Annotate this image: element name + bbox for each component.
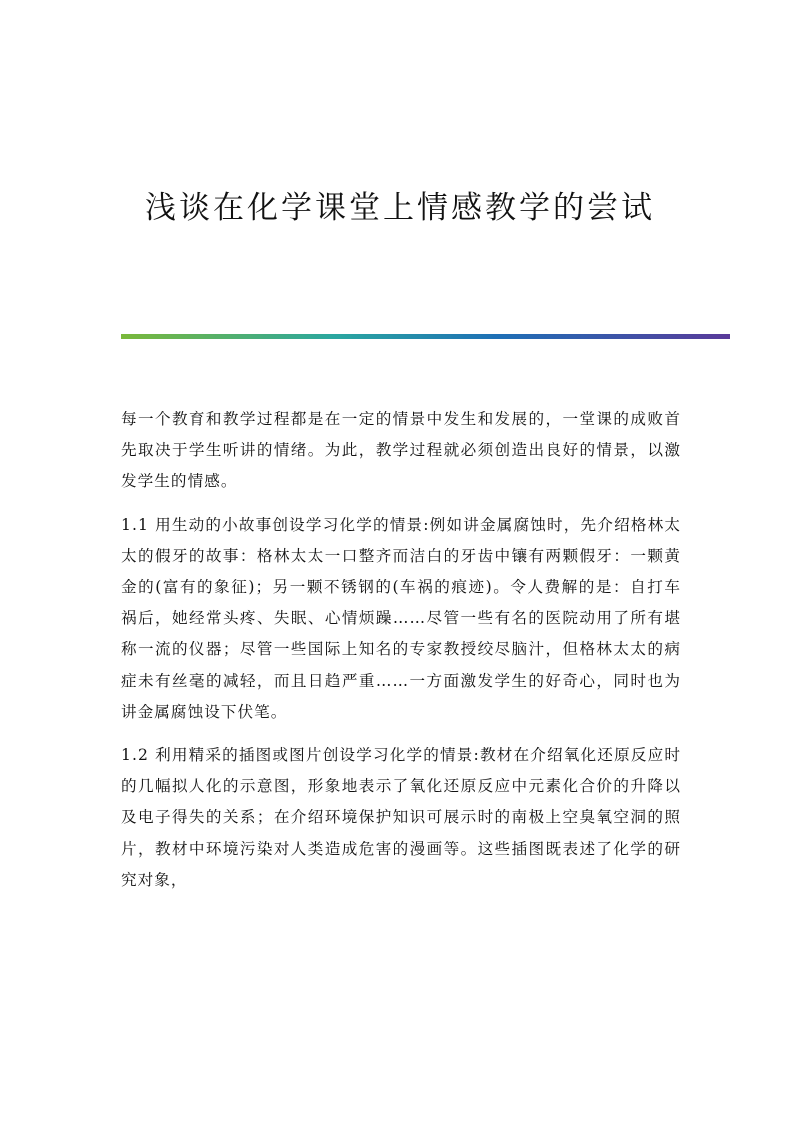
title-divider (121, 334, 730, 339)
paragraph-section-1-1: 1.1 用生动的小故事创设学习化学的情景:例如讲金属腐蚀时，先介绍格林太太的假牙的故事：格林太太一口整齐而洁白的牙齿中镶有两颗假牙：一颗黄金的(富有的象征)；另一颗不锈钢的(车祸的痕迹)。令人费解的是：自打车祸后，她经常头疼、失眠、心情烦躁……尽管一些有名的医院动用了所有堪称一流的仪器；尽管一些国际上知名的专家教授绞尽脑汁，但格林太太的病症未有丝毫的减轻，而且日趋严重……一方面激发学生的好奇心，同时也为讲金属腐蚀设下伏笔。 (121, 515, 681, 721)
document-title: 浅谈在化学课堂上情感教学的尝试 (145, 190, 655, 226)
document-body (121, 404, 681, 896)
paragraph-intro: 每一个教育和教学过程都是在一定的情景中发生和发展的，一堂课的成败首先取决于学生听讲的情绪。为此，教学过程就必须创造出良好的情景，以激发学生的情感。 (121, 410, 681, 491)
paragraph-section-1-2: 1.2 利用精采的插图或图片创设学习化学的情景:教材在介绍氧化还原反应时的几幅拟人化的示意图，形象地表示了氧化还原反应中元素化合价的升降以及电子得失的关系；在介绍环境保护知识可展示时的南极上空臭氧空洞的照片，教材中环境污染对人类造成危害的漫画等。这些插图既表述了化学的研究对象， (121, 746, 681, 889)
